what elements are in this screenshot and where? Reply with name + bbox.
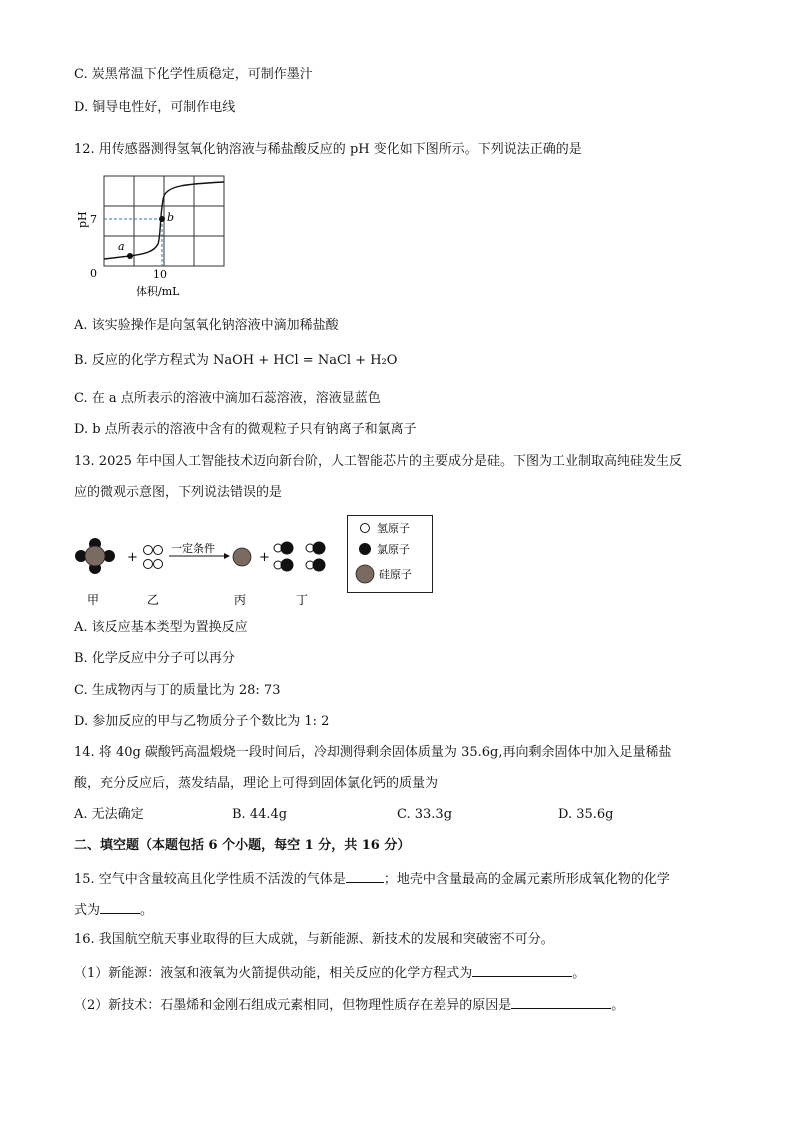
legend-chlorine: 氯原子 (377, 543, 410, 556)
chlorine-atom-icon (359, 543, 371, 555)
q13-option-a: A. 该反应基本类型为置换反应 (74, 620, 248, 635)
q16-stem: 16. 我国航空航天事业取得的巨大成就，与新能源、新技术的发展和突破密不可分。 (74, 932, 554, 947)
label-ding: 丁 (296, 593, 309, 607)
label-bing: 丙 (234, 593, 247, 607)
q12-stem: 12. 用传感器测得氢氧化钠溶液与稀盐酸反应的 pH 变化如下图所示。下列说法正确的是 (74, 142, 582, 157)
arrow-head-icon (224, 553, 230, 559)
q14-stem-line1: 14. 将 40g 碳酸钙高温煅烧一段时间后，冷却测得剩余固体质量为 35.6g,再向剩余固体中加入足量稀盐 (74, 745, 672, 760)
y-axis-label: pH (76, 211, 89, 228)
q15-blank-2[interactable] (100, 900, 140, 914)
q15-text-2: ；地壳中含量最高的金属元素所形成氧化物的化学 (383, 872, 670, 887)
q14-option-d: D. 35.6g (558, 807, 614, 822)
y-tick-7: 7 (90, 213, 97, 226)
q12-option-a: A. 该实验操作是向氢氧化钠溶液中滴加稀盐酸 (74, 318, 339, 333)
q16-part1-end: 。 (572, 966, 586, 981)
x-tick-10: 10 (153, 268, 167, 281)
q13-option-b: B. 化学反应中分子可以再分 (74, 651, 235, 666)
q14-option-b: B. 44.4g (232, 807, 288, 822)
point-b-marker (159, 216, 165, 222)
q13-option-c: C. 生成物丙与丁的质量比为 28: 73 (74, 683, 281, 698)
q13-stem-line2: 应的微观示意图，下列说法错误的是 (74, 485, 283, 500)
q16-part1-text: （1）新能源：液氢和液氧为火箭提供动能，相关反应的化学方程式为 (74, 966, 473, 981)
silicon-atom-icon (356, 565, 374, 583)
molecule-bing (233, 548, 251, 566)
q15-line1 (74, 869, 670, 889)
section-title-fill-in: 二、填空题（本题包括 6 个小题，每空 1 分，共 16 分） (74, 838, 411, 853)
q16-part1 (74, 963, 585, 983)
origin-label: 0 (90, 267, 97, 280)
molecule-yi (144, 546, 163, 569)
reaction-condition: 一定条件 (171, 542, 215, 555)
label-yi: 乙 (147, 593, 160, 607)
q16-part2-text: （2）新技术：石墨烯和金刚石组成元素相同，但物理性质存在差异的原因是 (74, 998, 512, 1013)
q15-blank-1[interactable] (346, 869, 384, 883)
q15-text-4: 。 (140, 903, 154, 918)
point-a-label: a (118, 240, 125, 253)
legend-silicon: 硅原子 (379, 568, 412, 581)
hydrogen-atom-icon (361, 524, 370, 533)
molecule-jia (75, 538, 115, 574)
q14-option-c: C. 33.3g (397, 807, 453, 822)
q16-part2-end: 。 (611, 998, 625, 1013)
q14-stem-line2: 酸，充分反应后，蒸发结晶，理论上可得到固体氯化钙的质量为 (74, 776, 439, 791)
q13-stem-line1: 13. 2025 年中国人工智能技术迈向新台阶，人工智能芯片的主要成分是硅。下图为工业制取高纯硅发生反 (74, 454, 683, 469)
q12-option-b: B. 反应的化学方程式为 NaOH + HCl = NaCl + H₂O (74, 353, 398, 368)
q14-option-a: A. 无法确定 (74, 807, 144, 822)
plus-sign-1: + (127, 550, 138, 565)
x-axis-label: 体积/mL (136, 285, 180, 298)
q12-option-d: D. b 点所表示的溶液中含有的微观粒子只有钠离子和氯离子 (74, 422, 417, 437)
label-jia: 甲 (87, 593, 100, 607)
atom-legend (347, 515, 433, 593)
ph-curve-chart (74, 168, 254, 300)
q15-text-1: 15. 空气中含量较高且化学性质不活泼的气体是 (74, 872, 346, 887)
q16-blank-1[interactable] (472, 963, 572, 977)
chart-guides (104, 219, 162, 266)
plus-sign-2: + (259, 550, 270, 565)
q11-option-d: D. 铜导电性好，可制作电线 (74, 100, 236, 115)
reaction-micro-diagram (70, 528, 340, 608)
q15-line2 (74, 900, 153, 920)
legend-hydrogen: 氢原子 (377, 522, 410, 535)
q16-blank-2[interactable] (511, 995, 611, 1009)
molecule-ding (274, 542, 325, 571)
q11-option-c: C. 炭黑常温下化学性质稳定，可制作墨汁 (74, 67, 313, 82)
q12-option-c: C. 在 a 点所表示的溶液中滴加石蕊溶液，溶液显蓝色 (74, 391, 381, 406)
point-a-marker (127, 253, 133, 259)
point-b-label: b (167, 211, 175, 224)
q13-option-d: D. 参加反应的甲与乙物质分子个数比为 1: 2 (74, 714, 330, 729)
q15-text-3: 式为 (74, 903, 101, 918)
q16-part2 (74, 995, 624, 1015)
